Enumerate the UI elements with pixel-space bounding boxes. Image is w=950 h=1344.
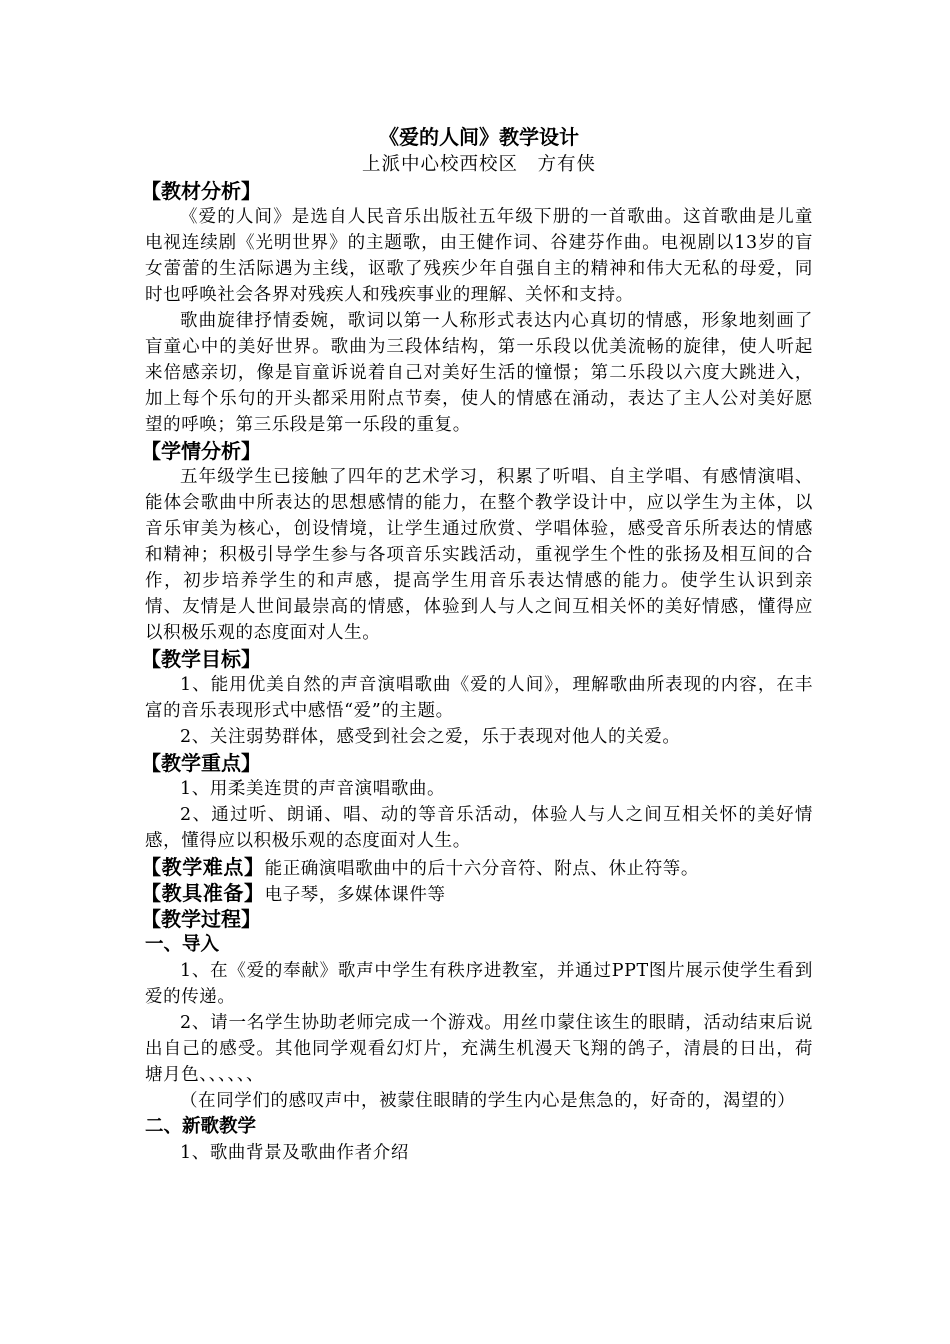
section-heading-process: 【教学过程】 — [141, 907, 261, 931]
difficulty-text: 能正确演唱歌曲中的后十六分音符、附点、休止符等。 — [264, 859, 700, 879]
goals-paragraph-1: 1、能用优美自然的声音演唱歌曲《爱的人间》，理解歌曲所表现的内容，在丰富的音乐表现形式中感悟“爱”的主题。 — [145, 675, 813, 721]
tools-text: 电子琴，多媒体课件等 — [264, 885, 446, 905]
difficulty-line — [141, 854, 813, 880]
section-heading-keypoints: 【教学重点】 — [141, 751, 261, 775]
material-paragraph-1: 《爱的人间》是选自人民音乐出版社五年级下册的一首歌曲。这首歌曲是儿童电视连续剧《光明世界》的主题歌，由王健作词、谷建芬作曲。电视剧以13岁的盲女蕾蕾的生活际遇为主线，讴歌了残疾少年自强自主的精神和伟大无私的母爱，同时也呼唤社会各界对残疾人和残疾事业的理解、关怀和支持。 — [145, 207, 813, 305]
keypoints-paragraph-1: 1、用柔美连贯的声音演唱歌曲。 — [180, 779, 446, 799]
process-intro-paragraph-1: 1、在《爱的奉献》歌声中学生有秩序进教室，并通过PPT图片展示使学生看到爱的传递。 — [145, 961, 813, 1007]
section-heading-material: 【教材分析】 — [141, 179, 261, 203]
document-author: 上派中心校西校区 方有侠 — [361, 154, 596, 175]
process-new-heading: 二、新歌教学 — [145, 1116, 257, 1137]
process-intro-heading: 一、导入 — [145, 934, 220, 955]
section-heading-goals: 【教学目标】 — [141, 647, 261, 671]
process-intro-paragraph-3: （在同学们的感叹声中，被蒙住眼睛的学生内心是焦急的，好奇的，渴望的） — [180, 1091, 796, 1111]
material-paragraph-2: 歌曲旋律抒情委婉，歌词以第一人称形式表达内心真切的情感，形象地刻画了盲童心中的美好世界。歌曲为三段体结构，第一乐段以优美流畅的旋律，使人听起来倍感亲切，像是盲童诉说着自己对美好生活的憧憬；第二乐段以六度大跳进入，加上每个乐句的开头都采用附点节奏，使人的情感在涌动，表达了主人公对美好愿望的呼唤；第三乐段是第一乐段的重复。 — [145, 311, 813, 435]
goals-paragraph-2: 2、关注弱势群体，感受到社会之爱，乐于表现对他人的关爱。 — [180, 727, 681, 747]
keypoints-paragraph-2: 2、通过听、朗诵、唱、动的等音乐活动，体验人与人之间互相关怀的美好情感，懂得应以积极乐观的态度面对人生。 — [145, 805, 813, 851]
section-heading-tools: 【教具准备】 — [141, 881, 265, 905]
section-heading-students: 【学情分析】 — [141, 439, 261, 463]
document-title: 《爱的人间》教学设计 — [379, 125, 579, 149]
process-intro-paragraph-2: 2、请一名学生协助老师完成一个游戏。用丝巾蒙住该生的眼睛，活动结束后说出自己的感受。其他同学观看幻灯片，充满生机漫天飞翔的鸽子，清晨的日出，荷塘月色、、、、、、 — [145, 1013, 813, 1085]
document-body — [141, 122, 813, 1166]
section-heading-difficulty: 【教学难点】 — [141, 855, 265, 879]
tools-line — [141, 880, 813, 906]
students-paragraph-1: 五年级学生已接触了四年的艺术学习，积累了听唱、自主学唱、有感情演唱、能体会歌曲中所表达的思想感情的能力，在整个教学设计中，应以学生为主体，以音乐审美为核心，创设情境，让学生通过欣赏、学唱体验，感受音乐所表达的情感和精神；积极引导学生参与各项音乐实践活动，重视学生个性的张扬及相互间的合作，初步培养学生的和声感，提高学生用音乐表达情感的能力。使学生认识到亲情、友情是人世间最崇高的情感，体验到人与人之间互相关怀的美好情感，懂得应以积极乐观的态度面对人生。 — [145, 467, 813, 643]
process-new-paragraph-1: 1、歌曲背景及歌曲作者介绍 — [180, 1143, 409, 1163]
